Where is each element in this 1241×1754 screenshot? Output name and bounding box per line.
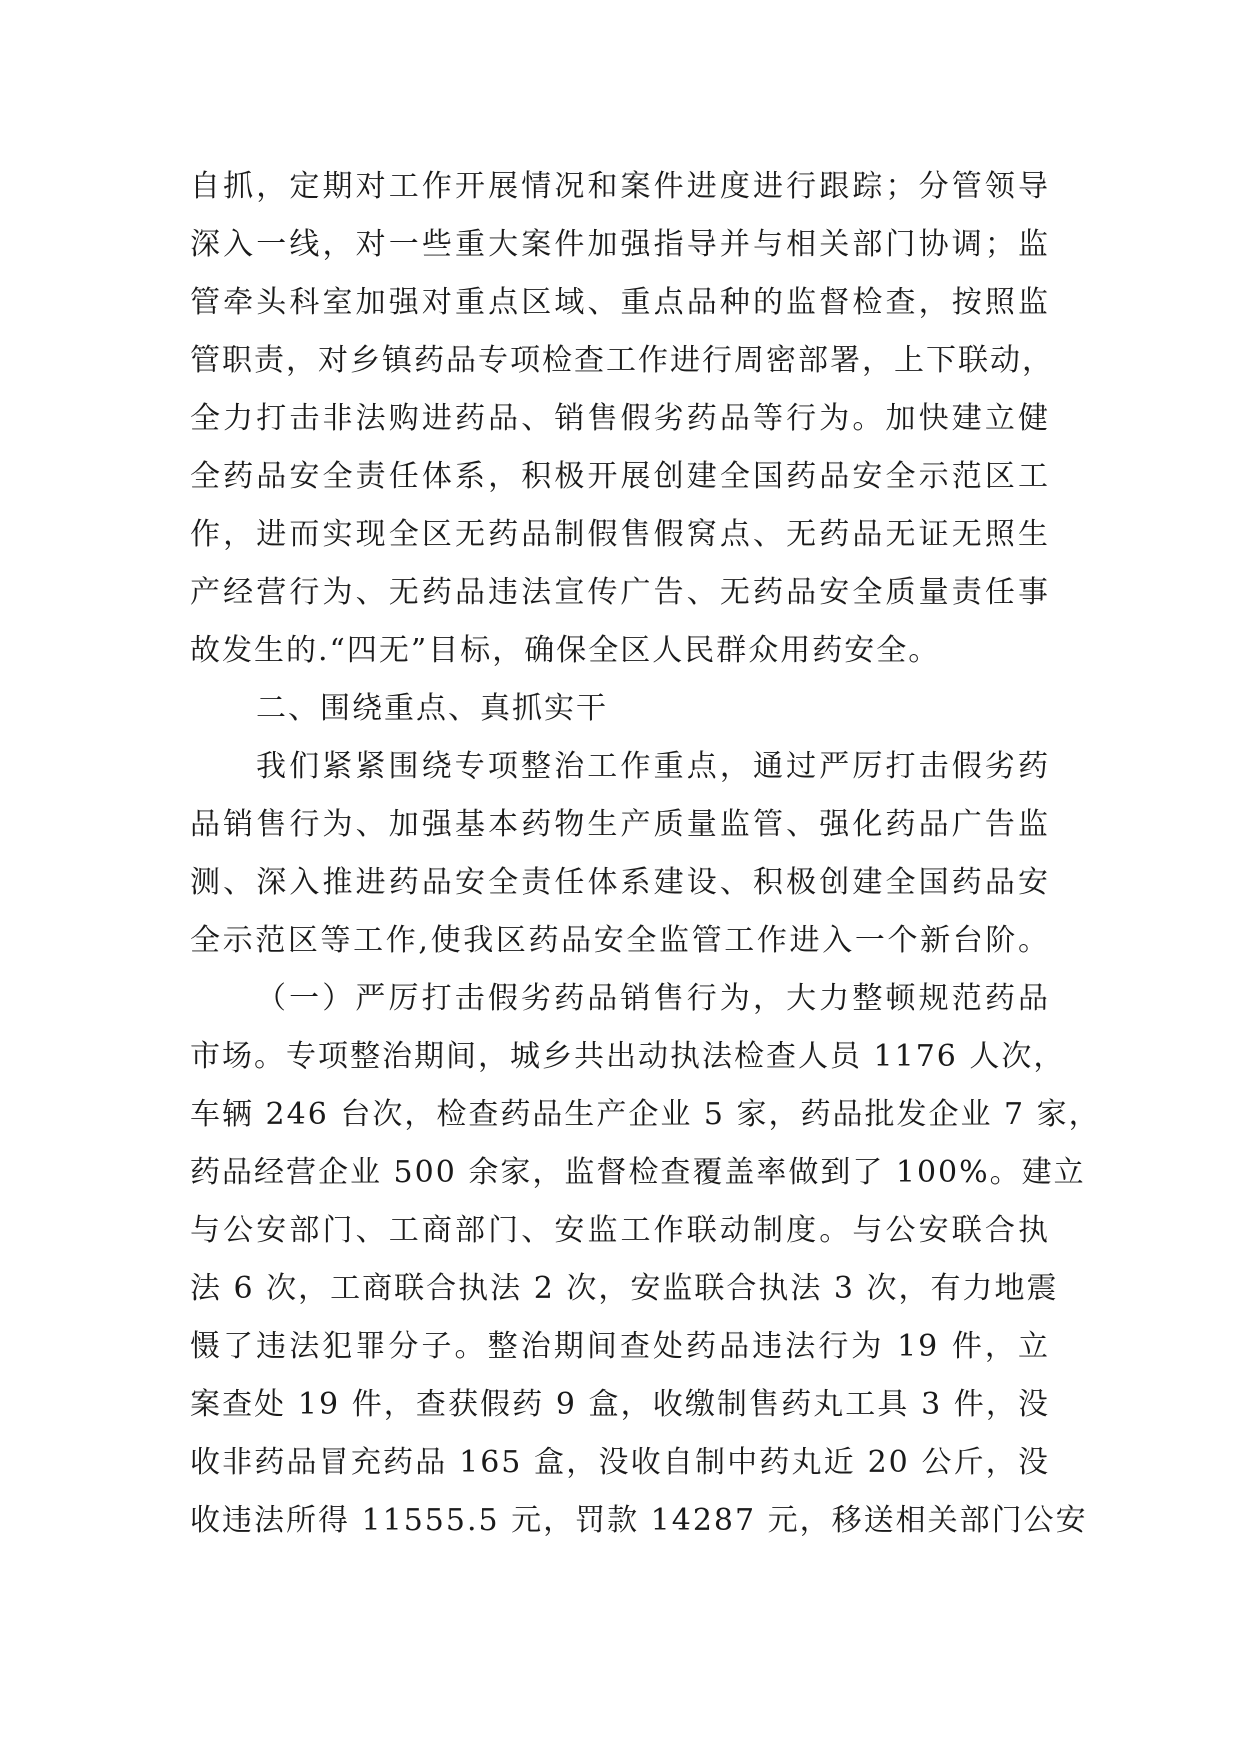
paragraph-last-line: 全示范区等工作,使我区药品安全监管工作进入一个新台阶。 [190, 923, 1050, 958]
text-line: 产经营行为、无药品违法宣传广告、无药品安全质量责任事 [190, 575, 1050, 610]
text-line: 品销售行为、加强基本药物生产质量监管、强化药品广告监 [190, 807, 1050, 842]
subsection-heading-line: （一）严厉打击假劣药品销售行为，大力整顿规范药品 [256, 981, 1050, 1016]
text-line: 作，进而实现全区无药品制假售假窝点、无药品无证无照生 [190, 517, 1050, 552]
text-line: 自抓，定期对工作开展情况和案件进度进行跟踪；分管领导 [190, 169, 1050, 204]
body-text [190, 158, 1101, 1550]
text-line: 管牵头科室加强对重点区域、重点品种的监督检查，按照监 [190, 285, 1050, 320]
section-heading: 二、围绕重点、真抓实干 [256, 691, 608, 726]
text-line: 慑了违法犯罪分子。整治期间查处药品违法行为 19 件，立 [190, 1329, 1050, 1364]
text-line: 市场。专项整治期间，城乡共出动执法检查人员 1176 人次， [190, 1039, 1066, 1074]
text-line: 全药品安全责任体系，积极开展创建全国药品安全示范区工 [190, 459, 1050, 494]
text-line: 全力打击非法购进药品、销售假劣药品等行为。加快建立健 [190, 401, 1050, 436]
text-line: 收违法所得 11555.5 元，罚款 14287 元，移送相关部门公安 [190, 1503, 1088, 1538]
text-line: 药品经营企业 500 余家，监督检查覆盖率做到了 100%。建立 [190, 1155, 1086, 1190]
paragraph-last-line: 故发生的.“四无”目标，确保全区人民群众用药安全。 [190, 633, 941, 668]
text-line: 测、深入推进药品安全责任体系建设、积极创建全国药品安 [190, 865, 1050, 900]
text-line: 车辆 246 台次，检查药品生产企业 5 家，药品批发企业 7 家， [190, 1097, 1101, 1132]
paragraph-first-line: 我们紧紧围绕专项整治工作重点，通过严厉打击假劣药 [256, 749, 1050, 784]
text-line: 案查处 19 件，查获假药 9 盒，收缴制售药丸工具 3 件，没 [190, 1387, 1050, 1422]
text-line: 收非药品冒充药品 165 盒，没收自制中药丸近 20 公斤，没 [190, 1445, 1050, 1480]
text-line: 法 6 次，工商联合执法 2 次，安监联合执法 3 次，有力地震 [190, 1271, 1059, 1306]
text-line: 管职责，对乡镇药品专项检查工作进行周密部署，上下联动， [190, 343, 1054, 378]
text-line: 深入一线，对一些重大案件加强指导并与相关部门协调；监 [190, 227, 1050, 262]
text-line: 与公安部门、工商部门、安监工作联动制度。与公安联合执 [190, 1213, 1050, 1248]
